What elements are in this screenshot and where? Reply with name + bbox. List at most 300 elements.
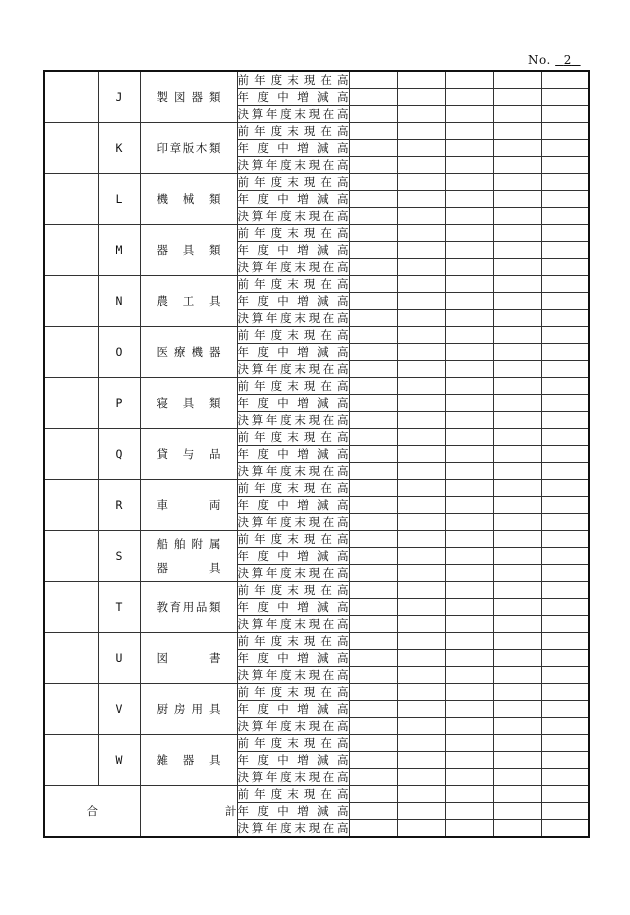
- amount-cell[interactable]: [397, 633, 445, 650]
- amount-cell[interactable]: [541, 514, 589, 531]
- amount-cell[interactable]: [541, 752, 589, 769]
- amount-cell[interactable]: [397, 735, 445, 752]
- row-label-text: 決算年度末現在高: [237, 821, 349, 835]
- amount-cell[interactable]: [397, 650, 445, 667]
- row-label-text: 決算年度末現在高: [237, 362, 349, 376]
- amount-cell[interactable]: [541, 140, 589, 157]
- amount-cell[interactable]: [445, 701, 493, 718]
- category-name: [140, 684, 237, 735]
- amount-cell[interactable]: [349, 378, 397, 395]
- amount-cell[interactable]: [541, 123, 589, 140]
- row-label-text: 決算年度末現在高: [237, 209, 349, 223]
- amount-cell[interactable]: [541, 446, 589, 463]
- amount-cell[interactable]: [445, 735, 493, 752]
- amount-cell[interactable]: [445, 276, 493, 293]
- amount-cell[interactable]: [445, 446, 493, 463]
- amount-cell[interactable]: [397, 480, 445, 497]
- amount-cell[interactable]: [397, 157, 445, 174]
- amount-cell[interactable]: [397, 769, 445, 786]
- amount-cell[interactable]: [445, 650, 493, 667]
- amount-cell[interactable]: [397, 599, 445, 616]
- amount-cell[interactable]: [349, 633, 397, 650]
- row-label-text: 決算年度末現在高: [237, 617, 349, 631]
- amount-cell[interactable]: [541, 361, 589, 378]
- amount-cell[interactable]: [493, 718, 541, 735]
- amount-cell[interactable]: [397, 531, 445, 548]
- amount-cell[interactable]: [445, 616, 493, 633]
- amount-cell[interactable]: [493, 378, 541, 395]
- amount-cell[interactable]: [493, 276, 541, 293]
- row-label-text: 年 度 中 増 減 高: [237, 651, 349, 665]
- amount-cell[interactable]: [445, 480, 493, 497]
- amount-cell[interactable]: [541, 242, 589, 259]
- amount-cell[interactable]: [541, 463, 589, 480]
- row-label-text: 決算年度末現在高: [237, 464, 349, 478]
- amount-cell[interactable]: [541, 71, 589, 89]
- category-name-text: 農 工 具: [156, 294, 221, 308]
- amount-cell[interactable]: [445, 310, 493, 327]
- amount-cell[interactable]: [349, 327, 397, 344]
- amount-cell[interactable]: [541, 820, 589, 838]
- table-row: [44, 378, 589, 395]
- amount-cell[interactable]: [493, 616, 541, 633]
- row-label-text: 決算年度末現在高: [237, 668, 349, 682]
- amount-cell[interactable]: [541, 174, 589, 191]
- amount-cell[interactable]: [349, 157, 397, 174]
- amount-cell[interactable]: [349, 463, 397, 480]
- amount-cell[interactable]: [349, 701, 397, 718]
- category-name: [140, 378, 237, 429]
- amount-cell[interactable]: [397, 123, 445, 140]
- row-label-text: 決算年度末現在高: [237, 413, 349, 427]
- amount-cell[interactable]: [541, 157, 589, 174]
- row-label-text: 決算年度末現在高: [237, 260, 349, 274]
- amount-cell[interactable]: [349, 310, 397, 327]
- amount-cell[interactable]: [541, 548, 589, 565]
- table-row: [44, 531, 589, 548]
- amount-cell[interactable]: [493, 140, 541, 157]
- amount-cell[interactable]: [493, 395, 541, 412]
- amount-cell[interactable]: [349, 531, 397, 548]
- amount-cell[interactable]: [397, 276, 445, 293]
- row-label: [237, 752, 349, 769]
- amount-cell[interactable]: [541, 786, 589, 803]
- amount-cell[interactable]: [397, 684, 445, 701]
- amount-cell[interactable]: [541, 429, 589, 446]
- row-label-text: 年 度 中 増 減 高: [237, 702, 349, 716]
- amount-cell[interactable]: [541, 276, 589, 293]
- row-label-text: 決算年度末現在高: [237, 515, 349, 529]
- row-label-text: 決算年度末現在高: [237, 311, 349, 325]
- amount-cell[interactable]: [349, 446, 397, 463]
- amount-cell[interactable]: [541, 497, 589, 514]
- amount-cell[interactable]: [397, 225, 445, 242]
- blank-cell: [44, 225, 98, 276]
- amount-cell[interactable]: [541, 327, 589, 344]
- amount-cell[interactable]: [493, 327, 541, 344]
- table-row: [44, 327, 589, 344]
- amount-cell[interactable]: [349, 769, 397, 786]
- category-name-text: 車 両: [156, 498, 221, 512]
- amount-cell[interactable]: [493, 208, 541, 225]
- amount-cell[interactable]: [493, 242, 541, 259]
- amount-cell[interactable]: [397, 140, 445, 157]
- amount-cell[interactable]: [541, 191, 589, 208]
- amount-cell[interactable]: [397, 548, 445, 565]
- amount-cell[interactable]: [493, 684, 541, 701]
- category-name-text: 厨 房 用 具: [156, 702, 221, 716]
- blank-cell: [44, 71, 98, 123]
- category-code: T: [98, 582, 140, 633]
- category-code: M: [98, 225, 140, 276]
- amount-cell[interactable]: [397, 446, 445, 463]
- amount-cell[interactable]: [445, 259, 493, 276]
- amount-cell[interactable]: [541, 684, 589, 701]
- row-label-text: 年 度 中 増 減 高: [237, 141, 349, 155]
- amount-cell[interactable]: [445, 752, 493, 769]
- amount-cell[interactable]: [541, 616, 589, 633]
- amount-cell[interactable]: [349, 480, 397, 497]
- amount-cell[interactable]: [445, 718, 493, 735]
- amount-cell[interactable]: [541, 718, 589, 735]
- category-code: N: [98, 276, 140, 327]
- amount-cell[interactable]: [445, 463, 493, 480]
- amount-cell[interactable]: [349, 208, 397, 225]
- table-row: [44, 71, 589, 89]
- amount-cell[interactable]: [349, 123, 397, 140]
- amount-cell[interactable]: [397, 361, 445, 378]
- amount-cell[interactable]: [541, 412, 589, 429]
- page-number-value: 2: [563, 53, 572, 67]
- amount-cell[interactable]: [493, 293, 541, 310]
- amount-cell[interactable]: [349, 106, 397, 123]
- amount-cell[interactable]: [445, 191, 493, 208]
- row-label: [237, 684, 349, 701]
- amount-cell[interactable]: [349, 225, 397, 242]
- category-name-line2: 器 具: [156, 561, 221, 575]
- row-label: [237, 378, 349, 395]
- amount-cell[interactable]: [349, 514, 397, 531]
- amount-cell[interactable]: [445, 242, 493, 259]
- amount-cell[interactable]: [349, 616, 397, 633]
- amount-cell[interactable]: [349, 684, 397, 701]
- amount-cell[interactable]: [493, 514, 541, 531]
- row-label: [237, 531, 349, 548]
- amount-cell[interactable]: [493, 548, 541, 565]
- amount-cell[interactable]: [493, 599, 541, 616]
- amount-cell[interactable]: [397, 174, 445, 191]
- amount-cell[interactable]: [493, 191, 541, 208]
- amount-cell[interactable]: [493, 820, 541, 838]
- amount-cell[interactable]: [445, 412, 493, 429]
- amount-cell[interactable]: [397, 616, 445, 633]
- amount-cell[interactable]: [349, 191, 397, 208]
- amount-cell[interactable]: [445, 599, 493, 616]
- amount-cell[interactable]: [541, 565, 589, 582]
- amount-cell[interactable]: [397, 463, 445, 480]
- category-name-text: 寝 具 類: [156, 396, 221, 410]
- amount-cell[interactable]: [445, 157, 493, 174]
- amount-cell[interactable]: [445, 548, 493, 565]
- amount-cell[interactable]: [397, 71, 445, 89]
- amount-cell[interactable]: [397, 786, 445, 803]
- amount-cell[interactable]: [493, 106, 541, 123]
- amount-cell[interactable]: [493, 650, 541, 667]
- amount-cell[interactable]: [397, 497, 445, 514]
- amount-cell[interactable]: [541, 769, 589, 786]
- amount-cell[interactable]: [541, 395, 589, 412]
- category-name: [140, 480, 237, 531]
- row-label: [237, 769, 349, 786]
- amount-cell[interactable]: [541, 208, 589, 225]
- row-label: [237, 803, 349, 820]
- amount-cell[interactable]: [445, 140, 493, 157]
- amount-cell[interactable]: [349, 565, 397, 582]
- amount-cell[interactable]: [349, 140, 397, 157]
- amount-cell[interactable]: [541, 701, 589, 718]
- amount-cell[interactable]: [493, 123, 541, 140]
- row-label: [237, 395, 349, 412]
- amount-cell[interactable]: [349, 497, 397, 514]
- amount-cell[interactable]: [349, 276, 397, 293]
- category-name-text: 図 書: [156, 651, 221, 665]
- amount-cell[interactable]: [397, 820, 445, 838]
- amount-cell[interactable]: [349, 667, 397, 684]
- category-name: [140, 225, 237, 276]
- category-name: [140, 327, 237, 378]
- amount-cell[interactable]: [349, 735, 397, 752]
- amount-cell[interactable]: [541, 310, 589, 327]
- category-name: [140, 429, 237, 480]
- amount-cell[interactable]: [349, 429, 397, 446]
- amount-cell[interactable]: [397, 259, 445, 276]
- amount-cell[interactable]: [445, 225, 493, 242]
- amount-cell[interactable]: [493, 174, 541, 191]
- amount-cell[interactable]: [493, 463, 541, 480]
- category-name: [140, 633, 237, 684]
- amount-cell[interactable]: [397, 242, 445, 259]
- row-label: [237, 225, 349, 242]
- amount-cell[interactable]: [493, 786, 541, 803]
- amount-cell[interactable]: [349, 242, 397, 259]
- amount-cell[interactable]: [493, 752, 541, 769]
- amount-cell[interactable]: [493, 565, 541, 582]
- amount-cell[interactable]: [493, 633, 541, 650]
- row-label-text: 決算年度末現在高: [237, 770, 349, 784]
- amount-cell[interactable]: [397, 752, 445, 769]
- amount-cell[interactable]: [541, 803, 589, 820]
- amount-cell[interactable]: [541, 599, 589, 616]
- amount-cell[interactable]: [349, 548, 397, 565]
- amount-cell[interactable]: [397, 378, 445, 395]
- amount-cell[interactable]: [445, 769, 493, 786]
- category-code: K: [98, 123, 140, 174]
- amount-cell[interactable]: [493, 157, 541, 174]
- amount-cell[interactable]: [493, 531, 541, 548]
- amount-cell[interactable]: [445, 378, 493, 395]
- amount-cell[interactable]: [493, 735, 541, 752]
- category-name: [140, 735, 237, 786]
- amount-cell[interactable]: [349, 582, 397, 599]
- row-label-text: 前年度末現在高: [237, 430, 349, 444]
- amount-cell[interactable]: [445, 174, 493, 191]
- amount-cell[interactable]: [349, 599, 397, 616]
- amount-cell[interactable]: [397, 412, 445, 429]
- amount-cell[interactable]: [493, 582, 541, 599]
- blank-cell: [44, 378, 98, 429]
- amount-cell[interactable]: [541, 582, 589, 599]
- amount-cell[interactable]: [493, 803, 541, 820]
- amount-cell[interactable]: [445, 820, 493, 838]
- amount-cell[interactable]: [493, 344, 541, 361]
- amount-cell[interactable]: [541, 633, 589, 650]
- amount-cell[interactable]: [397, 565, 445, 582]
- amount-cell[interactable]: [397, 106, 445, 123]
- amount-cell[interactable]: [397, 293, 445, 310]
- amount-cell[interactable]: [541, 531, 589, 548]
- amount-cell[interactable]: [493, 701, 541, 718]
- amount-cell[interactable]: [493, 361, 541, 378]
- amount-cell[interactable]: [445, 123, 493, 140]
- amount-cell[interactable]: [349, 820, 397, 838]
- amount-cell[interactable]: [445, 582, 493, 599]
- row-label-text: 前年度末現在高: [237, 736, 349, 750]
- amount-cell[interactable]: [445, 684, 493, 701]
- amount-cell[interactable]: [349, 412, 397, 429]
- amount-cell[interactable]: [349, 259, 397, 276]
- amount-cell[interactable]: [493, 769, 541, 786]
- amount-cell[interactable]: [541, 480, 589, 497]
- row-label-text: 年 度 中 増 減 高: [237, 345, 349, 359]
- amount-cell[interactable]: [397, 191, 445, 208]
- amount-cell[interactable]: [349, 752, 397, 769]
- amount-cell[interactable]: [493, 497, 541, 514]
- row-label: [237, 497, 349, 514]
- amount-cell[interactable]: [397, 310, 445, 327]
- amount-cell[interactable]: [445, 531, 493, 548]
- amount-cell[interactable]: [349, 361, 397, 378]
- amount-cell[interactable]: [445, 565, 493, 582]
- amount-cell[interactable]: [541, 667, 589, 684]
- amount-cell[interactable]: [397, 803, 445, 820]
- amount-cell[interactable]: [349, 344, 397, 361]
- row-label: [237, 616, 349, 633]
- blank-cell: [44, 174, 98, 225]
- category-name-line1: 船 舶 附 属: [156, 537, 221, 551]
- amount-cell[interactable]: [445, 208, 493, 225]
- amount-cell[interactable]: [349, 174, 397, 191]
- amount-cell[interactable]: [541, 735, 589, 752]
- amount-cell[interactable]: [445, 344, 493, 361]
- amount-cell[interactable]: [493, 89, 541, 106]
- amount-cell[interactable]: [445, 361, 493, 378]
- amount-cell[interactable]: [397, 395, 445, 412]
- row-label: [237, 259, 349, 276]
- amount-cell[interactable]: [349, 718, 397, 735]
- amount-cell[interactable]: [493, 310, 541, 327]
- amount-cell[interactable]: [541, 89, 589, 106]
- amount-cell[interactable]: [445, 633, 493, 650]
- category-name-text: 医 療 機 器: [156, 345, 221, 359]
- amount-cell[interactable]: [349, 786, 397, 803]
- row-label-text: 前年度末現在高: [237, 685, 349, 699]
- amount-cell[interactable]: [445, 667, 493, 684]
- amount-cell[interactable]: [445, 429, 493, 446]
- amount-cell[interactable]: [493, 480, 541, 497]
- amount-cell[interactable]: [493, 429, 541, 446]
- amount-cell[interactable]: [445, 803, 493, 820]
- amount-cell[interactable]: [445, 395, 493, 412]
- row-label-text: 前年度末現在高: [237, 532, 349, 546]
- row-label-text: 年 度 中 増 減 高: [237, 753, 349, 767]
- amount-cell[interactable]: [397, 208, 445, 225]
- amount-cell[interactable]: [541, 106, 589, 123]
- amount-cell[interactable]: [349, 293, 397, 310]
- amount-cell[interactable]: [445, 497, 493, 514]
- row-label: [237, 242, 349, 259]
- category-name: [140, 71, 237, 123]
- amount-cell[interactable]: [397, 514, 445, 531]
- amount-cell[interactable]: [445, 327, 493, 344]
- amount-cell[interactable]: [493, 71, 541, 89]
- amount-cell[interactable]: [445, 514, 493, 531]
- amount-cell[interactable]: [493, 225, 541, 242]
- amount-cell[interactable]: [541, 259, 589, 276]
- amount-cell[interactable]: [397, 667, 445, 684]
- amount-cell[interactable]: [397, 701, 445, 718]
- row-label: [237, 412, 349, 429]
- amount-cell[interactable]: [349, 71, 397, 89]
- amount-cell[interactable]: [397, 327, 445, 344]
- amount-cell[interactable]: [445, 89, 493, 106]
- row-label: [237, 174, 349, 191]
- amount-cell[interactable]: [541, 225, 589, 242]
- table-row: [44, 225, 589, 242]
- amount-cell[interactable]: [349, 395, 397, 412]
- amount-cell[interactable]: [349, 89, 397, 106]
- row-label: [237, 701, 349, 718]
- amount-cell[interactable]: [397, 344, 445, 361]
- amount-cell[interactable]: [445, 293, 493, 310]
- amount-cell[interactable]: [445, 71, 493, 89]
- amount-cell[interactable]: [397, 429, 445, 446]
- row-label: [237, 633, 349, 650]
- amount-cell[interactable]: [541, 650, 589, 667]
- ledger-body: [44, 71, 589, 837]
- amount-cell[interactable]: [349, 803, 397, 820]
- amount-cell[interactable]: [397, 718, 445, 735]
- category-name-text: 貸 与 品: [156, 447, 221, 461]
- amount-cell[interactable]: [493, 259, 541, 276]
- amount-cell[interactable]: [349, 650, 397, 667]
- amount-cell[interactable]: [445, 106, 493, 123]
- row-label: [237, 123, 349, 140]
- amount-cell[interactable]: [541, 293, 589, 310]
- amount-cell[interactable]: [397, 582, 445, 599]
- row-label: [237, 429, 349, 446]
- amount-cell[interactable]: [493, 412, 541, 429]
- amount-cell[interactable]: [493, 446, 541, 463]
- row-label-text: 年 度 中 増 減 高: [237, 447, 349, 461]
- amount-cell[interactable]: [541, 378, 589, 395]
- category-name: [140, 123, 237, 174]
- amount-cell[interactable]: [445, 786, 493, 803]
- amount-cell[interactable]: [493, 667, 541, 684]
- amount-cell[interactable]: [397, 89, 445, 106]
- row-label-text: 年 度 中 増 減 高: [237, 396, 349, 410]
- amount-cell[interactable]: [541, 344, 589, 361]
- ledger-table: [43, 70, 590, 838]
